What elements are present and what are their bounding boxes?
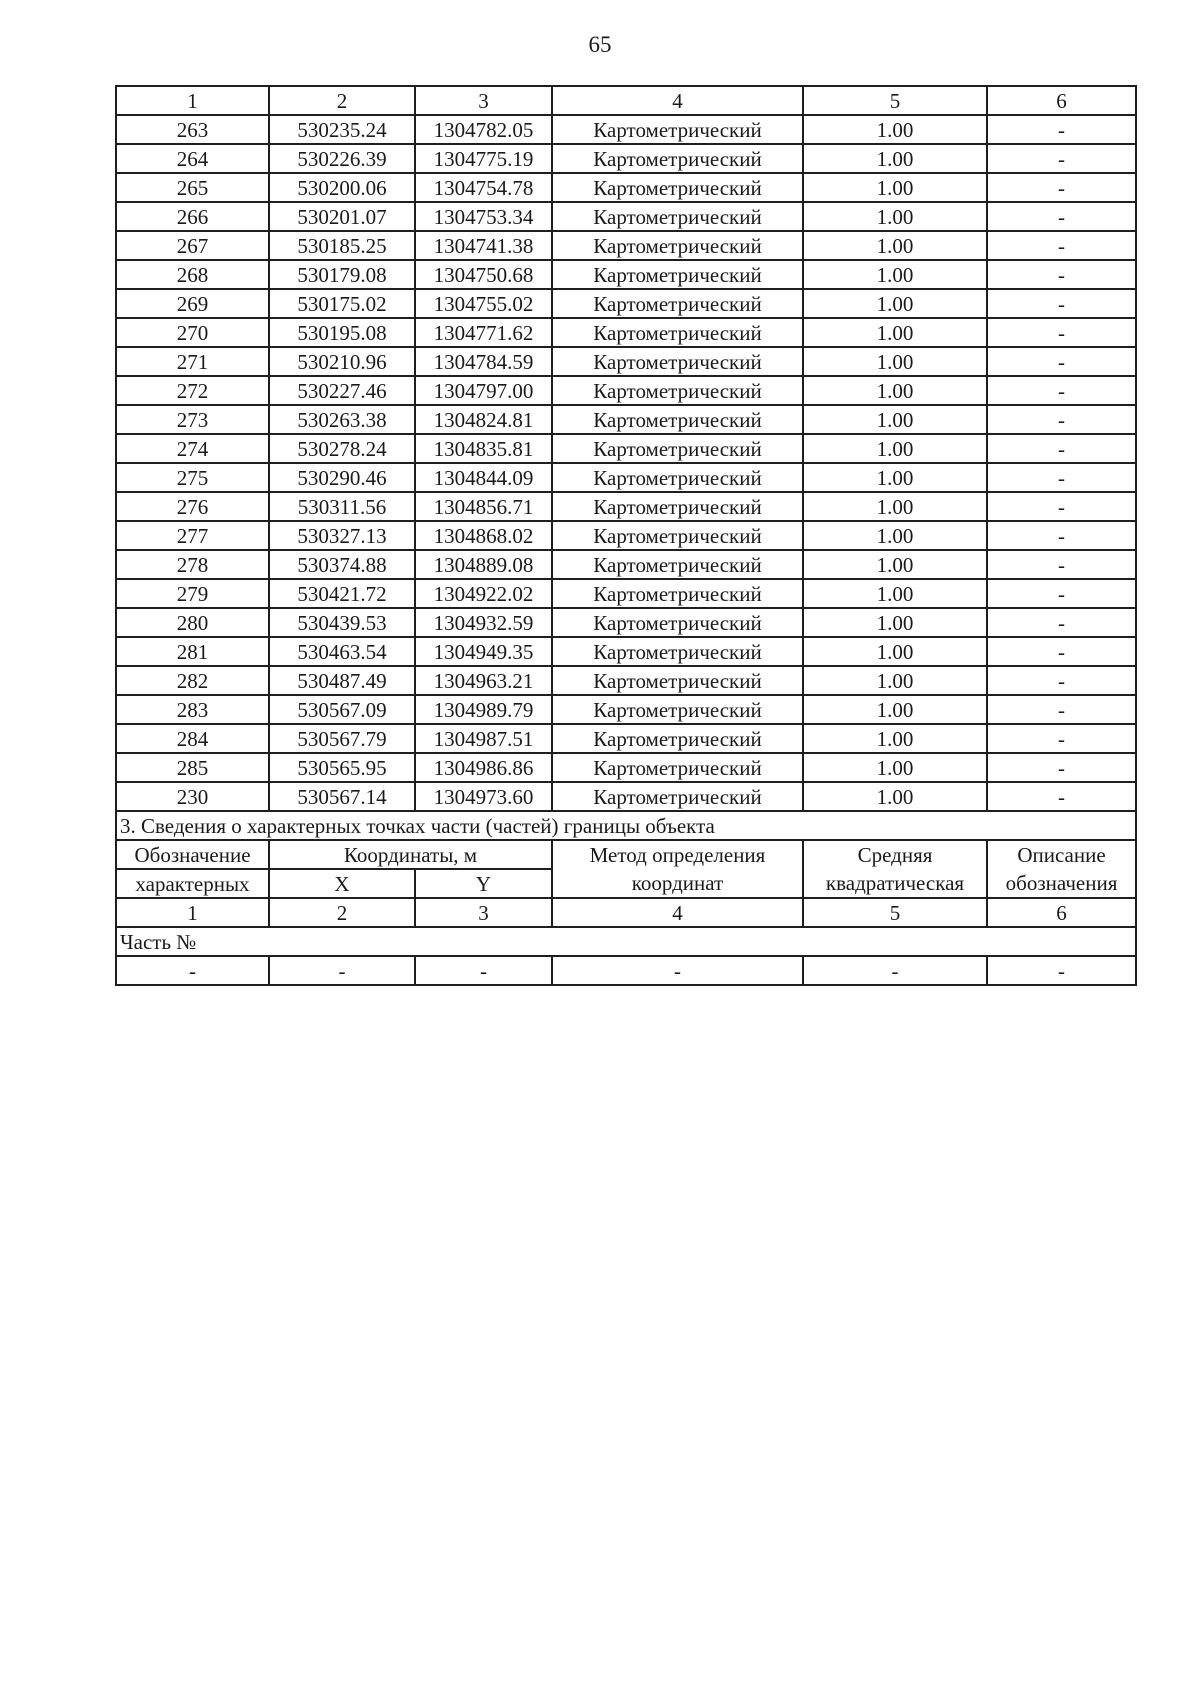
method-cell: Картометрический <box>552 289 803 318</box>
point-id-cell: 273 <box>116 405 269 434</box>
accuracy-cell: 1.00 <box>803 753 987 782</box>
section3-header-row-2 <box>116 869 1136 898</box>
section3-title-row <box>116 811 1136 840</box>
point-id-cell: 263 <box>116 115 269 144</box>
method-cell: Картометрический <box>552 376 803 405</box>
accuracy-cell: 1.00 <box>803 173 987 202</box>
method-cell: Картометрический <box>552 521 803 550</box>
table-row <box>116 463 1136 492</box>
table-row <box>116 115 1136 144</box>
description-cell: - <box>987 115 1136 144</box>
description-header: Описание <box>987 840 1136 869</box>
y-coordinate-cell: 1304797.00 <box>415 376 552 405</box>
x-coordinate-cell: 530327.13 <box>269 521 415 550</box>
point-id-cell: 276 <box>116 492 269 521</box>
method-header: Метод определения <box>552 840 803 869</box>
column-number: 3 <box>415 86 552 115</box>
method-header-line2: координат <box>552 869 803 898</box>
method-cell: Картометрический <box>552 579 803 608</box>
column-number: 2 <box>269 86 415 115</box>
table-row <box>116 289 1136 318</box>
point-id-cell: 278 <box>116 550 269 579</box>
x-coordinate-cell: 530210.96 <box>269 347 415 376</box>
point-id-cell: 266 <box>116 202 269 231</box>
point-id-cell: 267 <box>116 231 269 260</box>
table-row <box>116 608 1136 637</box>
accuracy-cell: 1.00 <box>803 318 987 347</box>
description-cell: - <box>987 289 1136 318</box>
x-header: X <box>269 869 415 898</box>
table-row <box>116 231 1136 260</box>
x-coordinate-cell: 530565.95 <box>269 753 415 782</box>
accuracy-cell: 1.00 <box>803 463 987 492</box>
y-coordinate-cell: 1304989.79 <box>415 695 552 724</box>
y-coordinate-cell: 1304753.34 <box>415 202 552 231</box>
description-cell: - <box>987 521 1136 550</box>
y-coordinate-cell: 1304775.19 <box>415 144 552 173</box>
empty-cell: - <box>415 956 552 985</box>
y-coordinate-cell: 1304824.81 <box>415 405 552 434</box>
description-cell: - <box>987 260 1136 289</box>
table-row <box>116 318 1136 347</box>
y-coordinate-cell: 1304835.81 <box>415 434 552 463</box>
x-coordinate-cell: 530311.56 <box>269 492 415 521</box>
y-coordinate-cell: 1304963.21 <box>415 666 552 695</box>
table-row <box>116 492 1136 521</box>
method-cell: Картометрический <box>552 173 803 202</box>
description-cell: - <box>987 202 1136 231</box>
part-label-row <box>116 927 1136 956</box>
method-cell: Картометрический <box>552 782 803 811</box>
empty-cell: - <box>803 956 987 985</box>
description-cell: - <box>987 405 1136 434</box>
column-number: 4 <box>552 898 803 927</box>
method-cell: Картометрический <box>552 695 803 724</box>
column-number: 5 <box>803 898 987 927</box>
y-coordinate-cell: 1304889.08 <box>415 550 552 579</box>
description-cell: - <box>987 434 1136 463</box>
y-coordinate-cell: 1304844.09 <box>415 463 552 492</box>
x-coordinate-cell: 530374.88 <box>269 550 415 579</box>
section3-title: 3. Сведения о характерных точках части (частей) границы объекта <box>116 811 1136 840</box>
coordinates-table <box>115 85 1137 986</box>
accuracy-cell: 1.00 <box>803 608 987 637</box>
column-number-row <box>116 86 1136 115</box>
x-coordinate-cell: 530201.07 <box>269 202 415 231</box>
y-coordinate-cell: 1304750.68 <box>415 260 552 289</box>
empty-cell: - <box>269 956 415 985</box>
table-row <box>116 550 1136 579</box>
y-coordinate-cell: 1304741.38 <box>415 231 552 260</box>
designation-header: Обозначение <box>116 840 269 869</box>
point-id-cell: 275 <box>116 463 269 492</box>
x-coordinate-cell: 530235.24 <box>269 115 415 144</box>
point-id-cell: 270 <box>116 318 269 347</box>
x-coordinate-cell: 530567.14 <box>269 782 415 811</box>
accuracy-cell: 1.00 <box>803 347 987 376</box>
description-cell: - <box>987 579 1136 608</box>
method-cell: Картометрический <box>552 144 803 173</box>
y-coordinate-cell: 1304754.78 <box>415 173 552 202</box>
description-cell: - <box>987 173 1136 202</box>
method-cell: Картометрический <box>552 405 803 434</box>
accuracy-cell: 1.00 <box>803 492 987 521</box>
point-id-cell: 279 <box>116 579 269 608</box>
column-number: 2 <box>269 898 415 927</box>
method-cell: Картометрический <box>552 115 803 144</box>
accuracy-header: Средняя <box>803 840 987 869</box>
point-id-cell: 271 <box>116 347 269 376</box>
table-row <box>116 434 1136 463</box>
description-cell: - <box>987 231 1136 260</box>
description-cell: - <box>987 637 1136 666</box>
method-cell: Картометрический <box>552 202 803 231</box>
method-cell: Картометрический <box>552 550 803 579</box>
method-cell: Картометрический <box>552 463 803 492</box>
column-number: 3 <box>415 898 552 927</box>
accuracy-cell: 1.00 <box>803 782 987 811</box>
table-row <box>116 579 1136 608</box>
empty-cell: - <box>116 956 269 985</box>
accuracy-cell: 1.00 <box>803 724 987 753</box>
accuracy-cell: 1.00 <box>803 695 987 724</box>
method-cell: Картометрический <box>552 434 803 463</box>
y-coordinate-cell: 1304987.51 <box>415 724 552 753</box>
table-row <box>116 782 1136 811</box>
table-row <box>116 666 1136 695</box>
description-cell: - <box>987 347 1136 376</box>
accuracy-cell: 1.00 <box>803 666 987 695</box>
x-coordinate-cell: 530567.09 <box>269 695 415 724</box>
accuracy-cell: 1.00 <box>803 289 987 318</box>
point-id-cell: 265 <box>116 173 269 202</box>
point-id-cell: 284 <box>116 724 269 753</box>
column-number: 1 <box>116 86 269 115</box>
y-coordinate-cell: 1304771.62 <box>415 318 552 347</box>
section3-column-number-row <box>116 898 1136 927</box>
column-number: 5 <box>803 86 987 115</box>
point-id-cell: 283 <box>116 695 269 724</box>
y-coordinate-cell: 1304868.02 <box>415 521 552 550</box>
table-row <box>116 144 1136 173</box>
point-id-cell: 281 <box>116 637 269 666</box>
x-coordinate-cell: 530200.06 <box>269 173 415 202</box>
accuracy-cell: 1.00 <box>803 434 987 463</box>
page-number: 65 <box>588 32 612 57</box>
accuracy-cell: 1.00 <box>803 637 987 666</box>
y-coordinate-cell: 1304949.35 <box>415 637 552 666</box>
accuracy-cell: 1.00 <box>803 376 987 405</box>
x-coordinate-cell: 530567.79 <box>269 724 415 753</box>
y-coordinate-cell: 1304932.59 <box>415 608 552 637</box>
table-row <box>116 376 1136 405</box>
point-id-cell: 272 <box>116 376 269 405</box>
part-label: Часть № <box>116 927 1136 956</box>
empty-part-row <box>116 956 1136 985</box>
point-id-cell: 277 <box>116 521 269 550</box>
empty-cell: - <box>552 956 803 985</box>
designation-header-line2: характерных <box>116 869 269 898</box>
method-cell: Картометрический <box>552 260 803 289</box>
method-cell: Картометрический <box>552 347 803 376</box>
description-cell: - <box>987 318 1136 347</box>
point-id-cell: 285 <box>116 753 269 782</box>
method-cell: Картометрический <box>552 753 803 782</box>
accuracy-header-line2: квадратическая <box>803 869 987 898</box>
empty-cell: - <box>987 956 1136 985</box>
table-row <box>116 173 1136 202</box>
x-coordinate-cell: 530421.72 <box>269 579 415 608</box>
x-coordinate-cell: 530487.49 <box>269 666 415 695</box>
table-row <box>116 260 1136 289</box>
description-cell: - <box>987 550 1136 579</box>
point-id-cell: 282 <box>116 666 269 695</box>
x-coordinate-cell: 530263.38 <box>269 405 415 434</box>
method-cell: Картометрический <box>552 608 803 637</box>
column-number: 4 <box>552 86 803 115</box>
y-coordinate-cell: 1304784.59 <box>415 347 552 376</box>
section3-header-row-1 <box>116 840 1136 869</box>
accuracy-cell: 1.00 <box>803 202 987 231</box>
method-cell: Картометрический <box>552 724 803 753</box>
point-id-cell: 268 <box>116 260 269 289</box>
y-header: Y <box>415 869 552 898</box>
x-coordinate-cell: 530290.46 <box>269 463 415 492</box>
table-row <box>116 753 1136 782</box>
x-coordinate-cell: 530179.08 <box>269 260 415 289</box>
x-coordinate-cell: 530226.39 <box>269 144 415 173</box>
table-row <box>116 695 1136 724</box>
description-cell: - <box>987 463 1136 492</box>
method-cell: Картометрический <box>552 492 803 521</box>
table-row <box>116 637 1136 666</box>
description-header-line2: обозначения <box>987 869 1136 898</box>
x-coordinate-cell: 530439.53 <box>269 608 415 637</box>
x-coordinate-cell: 530278.24 <box>269 434 415 463</box>
column-number: 1 <box>116 898 269 927</box>
description-cell: - <box>987 492 1136 521</box>
point-id-cell: 230 <box>116 782 269 811</box>
y-coordinate-cell: 1304973.60 <box>415 782 552 811</box>
description-cell: - <box>987 753 1136 782</box>
method-cell: Картометрический <box>552 637 803 666</box>
y-coordinate-cell: 1304755.02 <box>415 289 552 318</box>
x-coordinate-cell: 530227.46 <box>269 376 415 405</box>
point-id-cell: 264 <box>116 144 269 173</box>
accuracy-cell: 1.00 <box>803 550 987 579</box>
method-cell: Картометрический <box>552 231 803 260</box>
x-coordinate-cell: 530195.08 <box>269 318 415 347</box>
table-row <box>116 347 1136 376</box>
y-coordinate-cell: 1304986.86 <box>415 753 552 782</box>
point-id-cell: 274 <box>116 434 269 463</box>
method-cell: Картометрический <box>552 666 803 695</box>
accuracy-cell: 1.00 <box>803 231 987 260</box>
description-cell: - <box>987 695 1136 724</box>
description-cell: - <box>987 376 1136 405</box>
table-row <box>116 202 1136 231</box>
y-coordinate-cell: 1304922.02 <box>415 579 552 608</box>
accuracy-cell: 1.00 <box>803 115 987 144</box>
description-cell: - <box>987 666 1136 695</box>
point-id-cell: 269 <box>116 289 269 318</box>
table-row <box>116 724 1136 753</box>
accuracy-cell: 1.00 <box>803 405 987 434</box>
table-row <box>116 405 1136 434</box>
column-number: 6 <box>987 86 1136 115</box>
x-coordinate-cell: 530463.54 <box>269 637 415 666</box>
description-cell: - <box>987 608 1136 637</box>
x-coordinate-cell: 530185.25 <box>269 231 415 260</box>
description-cell: - <box>987 782 1136 811</box>
point-id-cell: 280 <box>116 608 269 637</box>
description-cell: - <box>987 724 1136 753</box>
table-row <box>116 521 1136 550</box>
description-cell: - <box>987 144 1136 173</box>
accuracy-cell: 1.00 <box>803 144 987 173</box>
accuracy-cell: 1.00 <box>803 260 987 289</box>
method-cell: Картометрический <box>552 318 803 347</box>
accuracy-cell: 1.00 <box>803 579 987 608</box>
y-coordinate-cell: 1304782.05 <box>415 115 552 144</box>
x-coordinate-cell: 530175.02 <box>269 289 415 318</box>
accuracy-cell: 1.00 <box>803 521 987 550</box>
y-coordinate-cell: 1304856.71 <box>415 492 552 521</box>
column-number: 6 <box>987 898 1136 927</box>
coordinates-header: Координаты, м <box>269 840 552 869</box>
